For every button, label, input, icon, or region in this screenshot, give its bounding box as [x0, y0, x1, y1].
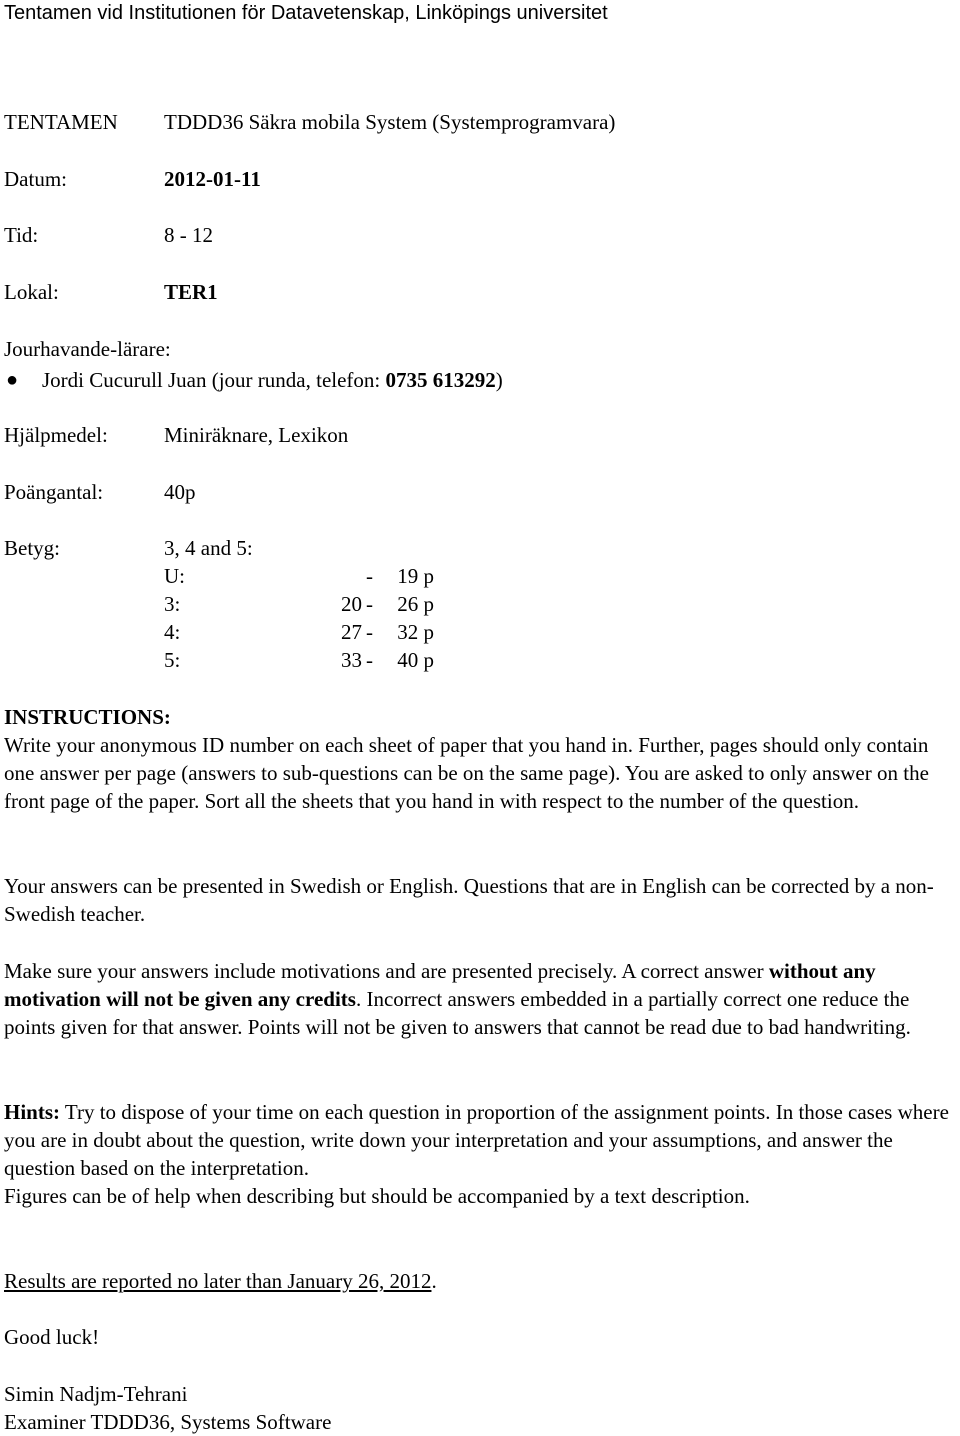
- grade-name: 5:: [164, 648, 181, 672]
- grade-value: 3, 4 and 5:: [164, 536, 253, 560]
- examiner-title: Examiner TDDD36, Systems Software: [4, 1410, 332, 1434]
- grade-from: 20: [341, 592, 362, 616]
- exam-title-value: TDDD36 Säkra mobila System (Systemprogramvara): [164, 110, 616, 134]
- grade-from: 27: [341, 620, 362, 644]
- instructions-paragraph-2: Your answers can be presented in Swedish or English. Questions that are in English can be corrected by a non-Swedish teacher.: [4, 874, 934, 926]
- grade-to: 19 p: [397, 564, 434, 588]
- grade-from: 33: [341, 648, 362, 672]
- id-instruction: Write your anonymous ID number on each sheet of paper that you hand in.: [4, 733, 633, 757]
- grade-dash: -: [366, 564, 373, 588]
- results-date-text: Results are reported no later than January 26, 2012: [4, 1269, 432, 1293]
- hints-paragraph: [4, 1098, 958, 1182]
- time-value: 8 - 12: [164, 223, 213, 247]
- good-luck-text: Good luck!: [4, 1325, 100, 1349]
- grade-name: 3:: [164, 592, 181, 616]
- date-label: Datum:: [4, 167, 67, 191]
- date-value: 2012-01-11: [164, 167, 261, 191]
- grade-name: U:: [164, 564, 185, 588]
- instructions-heading: INSTRUCTIONS:: [4, 705, 171, 729]
- results-period: .: [431, 1269, 437, 1293]
- page-instruction: Further, pages should only contain one answer per page (answers to sub-questions can be on the same page). You are asked to only answer on the front page of the paper. Sort all the sheets that you hand in with respect to the number of the question.: [4, 733, 929, 813]
- figures-note: Figures can be of help when describing but should be accompanied by a text description.: [4, 1184, 750, 1208]
- motivation-text: Make sure your answers include motivations and are presented precisely. A correct answer: [4, 959, 769, 983]
- institution-header: Tentamen vid Institutionen för Datavetenskap, Linköpings universitet: [4, 2, 608, 24]
- exam-title-label: TENTAMEN: [4, 110, 118, 134]
- examiner-name: Simin Nadjm-Tehrani: [4, 1382, 188, 1406]
- grade-to: 32 p: [397, 620, 434, 644]
- motivation-warning: without any motivation will not be given any credits: [4, 959, 876, 1011]
- teacher-label: Jourhavande-lärare:: [4, 337, 171, 361]
- grade-dash: -: [366, 592, 373, 616]
- teacher-close: ): [495, 368, 503, 392]
- results-note: [4, 1267, 437, 1295]
- aids-value: Miniräknare, Lexikon: [164, 423, 349, 447]
- aids-label: Hjälpmedel:: [4, 423, 108, 447]
- points-label: Poängantal:: [4, 480, 104, 504]
- grade-name: 4:: [164, 620, 181, 644]
- grading-text: . Incorrect answers embedded in a partially correct one reduce the points given for that answer. Points will not be given to answers that cannot be read due to bad handwriting.: [4, 987, 911, 1039]
- teacher-phone: 0735 613292: [385, 368, 496, 392]
- grade-label: Betyg:: [4, 536, 60, 560]
- grade-dash: -: [366, 648, 373, 672]
- points-value: 40p: [164, 480, 196, 504]
- teacher-name: Jordi Cucurull Juan (jour runda, telefon:: [42, 368, 386, 392]
- hints-text: Try to dispose of your time on each question in proportion of the assignment points. In those cases where you are in doubt about the question, write down your interpretation and your assumptions, and answer the question based on the interpretation.: [4, 1100, 949, 1180]
- instructions-paragraph-1: [4, 731, 958, 815]
- hints-label: Hints:: [4, 1100, 61, 1124]
- room-label: Lokal:: [4, 280, 59, 304]
- bullet-icon: ●: [6, 369, 19, 391]
- grade-dash: -: [366, 620, 373, 644]
- grade-to: 40 p: [397, 648, 434, 672]
- grade-to: 26 p: [397, 592, 434, 616]
- room-value: TER1: [164, 280, 218, 304]
- teacher-contact: [42, 366, 503, 394]
- instructions-paragraph-3: [4, 957, 958, 1041]
- time-label: Tid:: [4, 223, 39, 247]
